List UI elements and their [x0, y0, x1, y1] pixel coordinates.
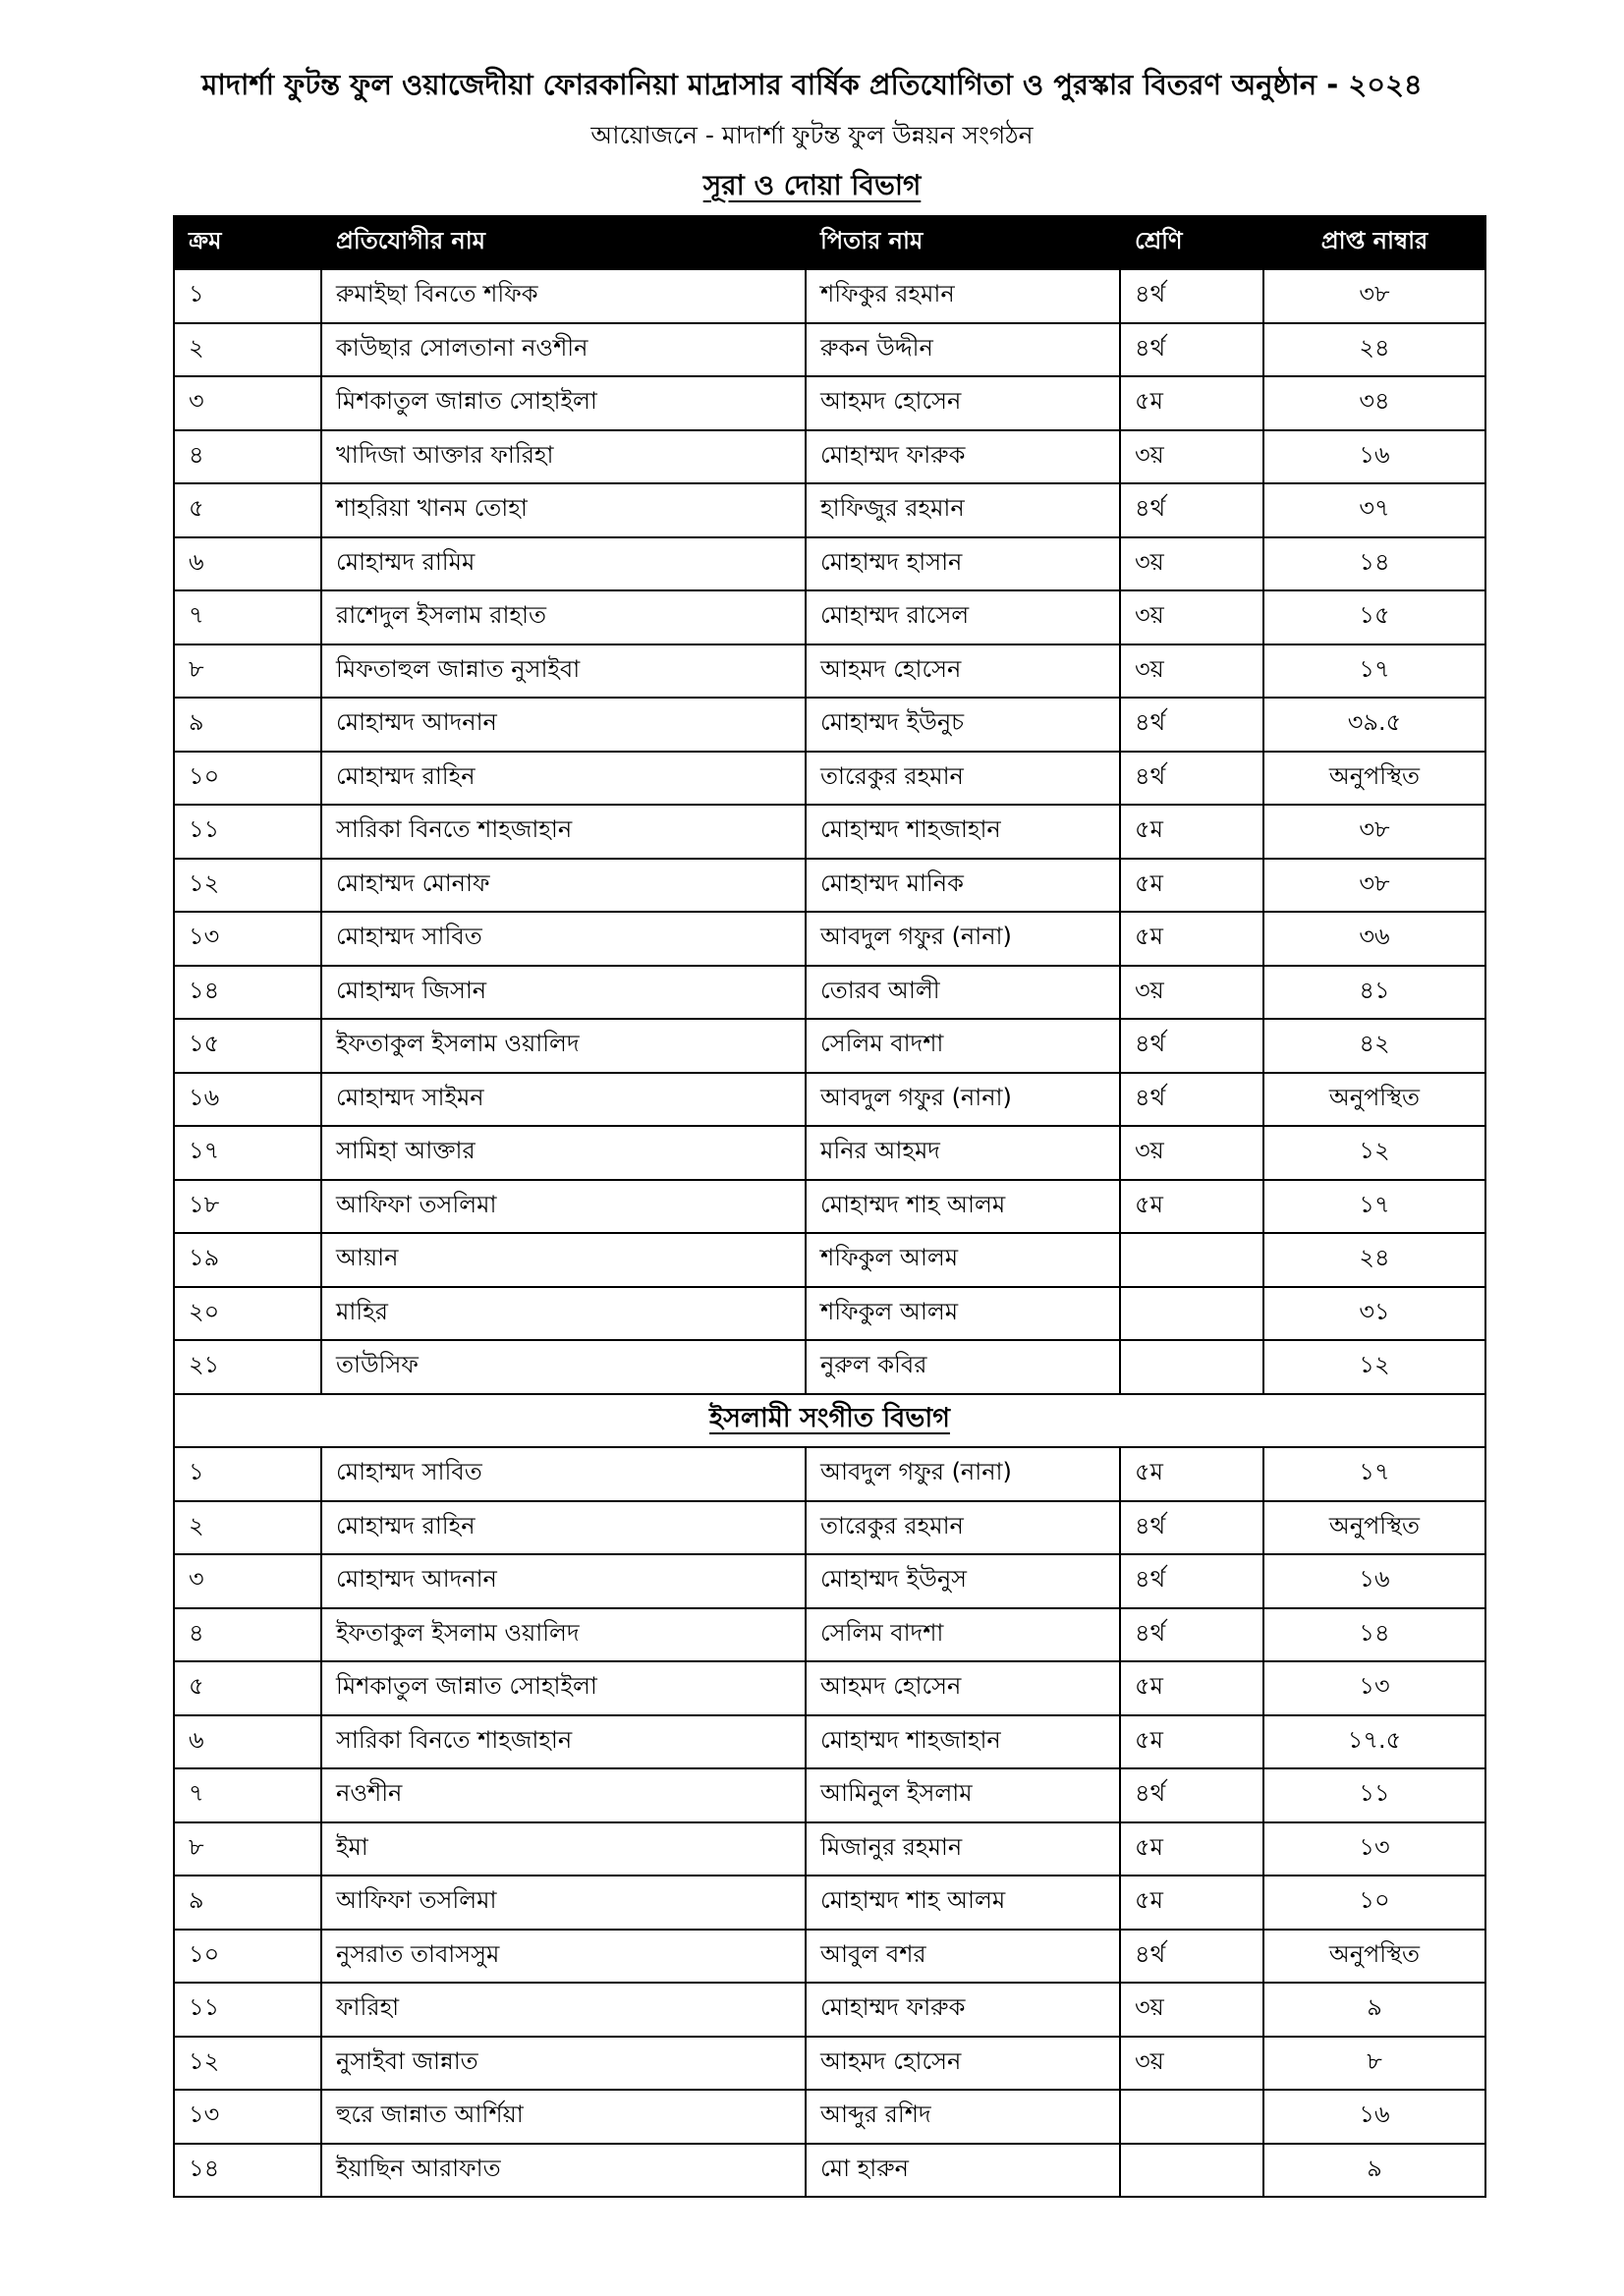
marks-cell: ১৬ [1263, 2090, 1485, 2144]
marks-cell: ১৭ [1263, 1447, 1485, 1501]
class-cell: ৩য় [1120, 1983, 1263, 2037]
serial-cell: ৮ [174, 644, 321, 699]
class-cell: ৫ম [1120, 1447, 1263, 1501]
serial-cell: ২১ [174, 1340, 321, 1394]
table-row [174, 859, 1485, 913]
header-marks: প্রাপ্ত নাম্বার [1263, 216, 1485, 269]
marks-cell: ৩৬ [1263, 912, 1485, 966]
participant-name-cell: নুসরাত তাবাসসুম [321, 1930, 806, 1984]
table-row [174, 1715, 1485, 1769]
serial-cell: ৬ [174, 1715, 321, 1769]
table-row [174, 1876, 1485, 1930]
serial-cell: ১৭ [174, 1126, 321, 1180]
table-row [174, 1180, 1485, 1234]
father-name-cell: সেলিম বাদশা [806, 1608, 1120, 1662]
participant-name-cell: মোহাম্মদ রাহিন [321, 1501, 806, 1555]
table-row [174, 590, 1485, 644]
serial-cell: ১০ [174, 1930, 321, 1984]
participant-name-cell: মোহাম্মদ সাবিত [321, 912, 806, 966]
class-cell: ৪র্থ [1120, 1608, 1263, 1662]
table-header-row [174, 216, 1485, 269]
serial-cell: ৫ [174, 1661, 321, 1715]
class-cell: ৫ম [1120, 859, 1263, 913]
marks-cell: অনুপস্থিত [1263, 1073, 1485, 1127]
class-cell: ৪র্থ [1120, 269, 1263, 323]
marks-cell: ৩৭ [1263, 483, 1485, 537]
serial-cell: ১ [174, 1447, 321, 1501]
father-name-cell: মো হারুন [806, 2144, 1120, 2198]
serial-cell: ৭ [174, 590, 321, 644]
class-cell: ৫ম [1120, 805, 1263, 859]
table-row [174, 269, 1485, 323]
participant-name-cell: সারিকা বিনতে শাহজাহান [321, 1715, 806, 1769]
class-cell: ৪র্থ [1120, 1073, 1263, 1127]
participant-name-cell: মোহাম্মদ রাহিন [321, 752, 806, 806]
table-row [174, 698, 1485, 752]
father-name-cell: মোহাম্মদ শাহ আলম [806, 1876, 1120, 1930]
father-name-cell: মনির আহমদ [806, 1126, 1120, 1180]
table-row [174, 2037, 1485, 2091]
serial-cell: ১৬ [174, 1073, 321, 1127]
marks-cell: ১৫ [1263, 590, 1485, 644]
father-name-cell: সেলিম বাদশা [806, 1019, 1120, 1073]
serial-cell: ৭ [174, 1768, 321, 1822]
class-cell: ৩য় [1120, 644, 1263, 699]
participant-name-cell: মোহাম্মদ জিসান [321, 966, 806, 1020]
father-name-cell: মোহাম্মদ রাসেল [806, 590, 1120, 644]
table-row [174, 644, 1485, 699]
serial-cell: ১ [174, 269, 321, 323]
class-cell: ৫ম [1120, 1715, 1263, 1769]
serial-cell: ২০ [174, 1287, 321, 1341]
serial-cell: ১৪ [174, 966, 321, 1020]
participant-name-cell: ইমা [321, 1822, 806, 1876]
participant-name-cell: তাউসিফ [321, 1340, 806, 1394]
table-row [174, 1126, 1485, 1180]
table-row [174, 752, 1485, 806]
participant-name-cell: ইফতাকুল ইসলাম ওয়ালিদ [321, 1019, 806, 1073]
serial-cell: ১৩ [174, 2090, 321, 2144]
father-name-cell: মোহাম্মদ শাহজাহান [806, 805, 1120, 859]
participant-name-cell: সারিকা বিনতে শাহজাহান [321, 805, 806, 859]
serial-cell: ৩ [174, 376, 321, 430]
table-row [174, 1661, 1485, 1715]
participant-name-cell: মোহাম্মদ রামিম [321, 537, 806, 591]
class-cell [1120, 1233, 1263, 1287]
serial-cell: ৫ [174, 483, 321, 537]
table-row [174, 376, 1485, 430]
class-cell: ৩য় [1120, 2037, 1263, 2091]
participant-name-cell: রাশেদুল ইসলাম রাহাত [321, 590, 806, 644]
class-cell: ৪র্থ [1120, 323, 1263, 377]
marks-cell: অনুপস্থিত [1263, 1930, 1485, 1984]
participant-name-cell: আফিফা তসলিমা [321, 1876, 806, 1930]
participant-name-cell: মোহাম্মদ আদনান [321, 1554, 806, 1608]
header-serial: ক্রম [174, 216, 321, 269]
father-name-cell: আবদুল গফুর (নানা) [806, 912, 1120, 966]
results-body [174, 269, 1485, 2197]
participant-name-cell: মোহাম্মদ আদনান [321, 698, 806, 752]
table-row [174, 966, 1485, 1020]
father-name-cell: আহমদ হোসেন [806, 376, 1120, 430]
marks-cell: ৩৪ [1263, 376, 1485, 430]
marks-cell: ১৬ [1263, 1554, 1485, 1608]
marks-cell: ৩৮ [1263, 269, 1485, 323]
section-title-sura-doa: সূরা ও দোয়া বিভাগ [702, 169, 922, 201]
table-row [174, 1501, 1485, 1555]
marks-cell: ৮ [1263, 2037, 1485, 2091]
father-name-cell: মোহাম্মদ শাহজাহান [806, 1715, 1120, 1769]
father-name-cell: মোহাম্মদ হাসান [806, 537, 1120, 591]
participant-name-cell: ইয়াছিন আরাফাত [321, 2144, 806, 2198]
table-row [174, 1822, 1485, 1876]
class-cell: ৫ম [1120, 376, 1263, 430]
father-name-cell: তারেকুর রহমান [806, 752, 1120, 806]
class-cell: ৩য় [1120, 590, 1263, 644]
father-name-cell: শফিকুর রহমান [806, 269, 1120, 323]
marks-cell: ১০ [1263, 1876, 1485, 1930]
serial-cell: ১৩ [174, 912, 321, 966]
participant-name-cell: নুসাইবা জান্নাত [321, 2037, 806, 2091]
participant-name-cell: মোহাম্মদ সাবিত [321, 1447, 806, 1501]
father-name-cell: হাফিজুর রহমান [806, 483, 1120, 537]
table-row [174, 1019, 1485, 1073]
father-name-cell: মোহাম্মদ মানিক [806, 859, 1120, 913]
father-name-cell: মোহাম্মদ ইউনুস [806, 1554, 1120, 1608]
participant-name-cell: রুমাইছা বিনতে শফিক [321, 269, 806, 323]
table-row [174, 430, 1485, 484]
class-cell: ৪র্থ [1120, 698, 1263, 752]
marks-cell: অনুপস্থিত [1263, 1501, 1485, 1555]
table-row [174, 1233, 1485, 1287]
participant-name-cell: মোহাম্মদ সাইমন [321, 1073, 806, 1127]
class-cell: ৪র্থ [1120, 1501, 1263, 1555]
father-name-cell: রুকন উদ্দীন [806, 323, 1120, 377]
participant-name-cell: ফারিহা [321, 1983, 806, 2037]
document-subtitle: আয়োজনে - মাদার্শা ফুটন্ত ফুল উন্নয়ন সংগঠন [590, 121, 1034, 149]
class-cell: ৩য় [1120, 430, 1263, 484]
table-row [174, 537, 1485, 591]
serial-cell: ১২ [174, 859, 321, 913]
marks-cell: ২৪ [1263, 323, 1485, 377]
marks-cell: ১৩ [1263, 1661, 1485, 1715]
marks-cell: ১৪ [1263, 1608, 1485, 1662]
participant-name-cell: খাদিজা আক্তার ফারিহা [321, 430, 806, 484]
participant-name-cell: নওশীন [321, 1768, 806, 1822]
marks-cell: ৩৮ [1263, 859, 1485, 913]
marks-cell: ৩১ [1263, 1287, 1485, 1341]
class-cell [1120, 1287, 1263, 1341]
participant-name-cell: হুরে জান্নাত আর্শিয়া [321, 2090, 806, 2144]
class-cell: ৫ম [1120, 912, 1263, 966]
marks-cell: ৩৯.৫ [1263, 698, 1485, 752]
table-row [174, 323, 1485, 377]
table-row [174, 1930, 1485, 1984]
serial-cell: ৪ [174, 430, 321, 484]
serial-cell: ৩ [174, 1554, 321, 1608]
class-cell: ৫ম [1120, 1822, 1263, 1876]
marks-cell: ২৪ [1263, 1233, 1485, 1287]
class-cell [1120, 2144, 1263, 2198]
serial-cell: ৬ [174, 537, 321, 591]
participant-name-cell: শাহরিয়া খানম তোহা [321, 483, 806, 537]
father-name-cell: মোহাম্মদ ফারুক [806, 430, 1120, 484]
class-cell: ৪র্থ [1120, 1554, 1263, 1608]
participant-name-cell: মিশকাতুল জান্নাত সোহাইলা [321, 376, 806, 430]
class-cell: ৪র্থ [1120, 1930, 1263, 1984]
marks-cell: অনুপস্থিত [1263, 752, 1485, 806]
marks-cell: ৯ [1263, 2144, 1485, 2198]
table-row [174, 2090, 1485, 2144]
class-cell: ৪র্থ [1120, 752, 1263, 806]
participant-name-cell: সামিহা আক্তার [321, 1126, 806, 1180]
table-row [174, 1073, 1485, 1127]
marks-cell: ৪১ [1263, 966, 1485, 1020]
father-name-cell: আহমদ হোসেন [806, 1661, 1120, 1715]
section-header-row [174, 1394, 1485, 1448]
marks-cell: ১৬ [1263, 430, 1485, 484]
serial-cell: ২ [174, 1501, 321, 1555]
serial-cell: ১৮ [174, 1180, 321, 1234]
document-title: মাদার্শা ফুটন্ত ফুল ওয়াজেদীয়া ফোরকানিয়া মাদ্রাসার বার্ষিক প্রতিযোগিতা ও পুরস্কার বিতরণ অনুষ্ঠান - ২০২৪ [201, 68, 1423, 101]
participant-name-cell: মিফতাহুল জান্নাত নুসাইবা [321, 644, 806, 699]
table-row [174, 912, 1485, 966]
header-name: প্রতিযোগীর নাম [321, 216, 806, 269]
father-name-cell: আবুল বশর [806, 1930, 1120, 1984]
father-name-cell: আব্দুর রশিদ [806, 2090, 1120, 2144]
serial-cell: ৪ [174, 1608, 321, 1662]
serial-cell: ২ [174, 323, 321, 377]
father-name-cell: আহমদ হোসেন [806, 644, 1120, 699]
table-row [174, 1768, 1485, 1822]
marks-cell: ১৭ [1263, 1180, 1485, 1234]
marks-cell: ১৭ [1263, 644, 1485, 699]
marks-cell: ১৭.৫ [1263, 1715, 1485, 1769]
participant-name-cell: আয়ান [321, 1233, 806, 1287]
serial-cell: ৯ [174, 1876, 321, 1930]
class-cell: ৪র্থ [1120, 1768, 1263, 1822]
father-name-cell: মোহাম্মদ শাহ আলম [806, 1180, 1120, 1234]
header-class: শ্রেণি [1120, 216, 1263, 269]
table-row [174, 1983, 1485, 2037]
father-name-cell: শফিকুল আলম [806, 1287, 1120, 1341]
class-cell: ৫ম [1120, 1180, 1263, 1234]
table-row [174, 1608, 1485, 1662]
table-row [174, 805, 1485, 859]
class-cell [1120, 2090, 1263, 2144]
serial-cell: ৮ [174, 1822, 321, 1876]
table-row [174, 1287, 1485, 1341]
marks-cell: ১২ [1263, 1126, 1485, 1180]
father-name-cell: নুরুল কবির [806, 1340, 1120, 1394]
table-row [174, 2144, 1485, 2198]
class-cell: ৪র্থ [1120, 483, 1263, 537]
class-cell: ৫ম [1120, 1661, 1263, 1715]
class-cell: ৩য় [1120, 537, 1263, 591]
father-name-cell: শফিকুল আলম [806, 1233, 1120, 1287]
father-name-cell: মোহাম্মদ ইউনুচ [806, 698, 1120, 752]
class-cell: ৩য় [1120, 966, 1263, 1020]
father-name-cell: আবদুল গফুর (নানা) [806, 1447, 1120, 1501]
father-name-cell: মোহাম্মদ ফারুক [806, 1983, 1120, 2037]
section-title-islami-sangeet: ইসলামী সংগীত বিভাগ [174, 1394, 1485, 1448]
class-cell: ৩য় [1120, 1126, 1263, 1180]
serial-cell: ৯ [174, 698, 321, 752]
marks-cell: ১৩ [1263, 1822, 1485, 1876]
table-row [174, 1447, 1485, 1501]
serial-cell: ১১ [174, 805, 321, 859]
results-table [173, 215, 1486, 2198]
participant-name-cell: ইফতাকুল ইসলাম ওয়ালিদ [321, 1608, 806, 1662]
marks-cell: ১২ [1263, 1340, 1485, 1394]
father-name-cell: আবদুল গফুর (নানা) [806, 1073, 1120, 1127]
father-name-cell: তোরব আলী [806, 966, 1120, 1020]
serial-cell: ১০ [174, 752, 321, 806]
serial-cell: ১১ [174, 1983, 321, 2037]
table-row [174, 1554, 1485, 1608]
class-cell: ৪র্থ [1120, 1019, 1263, 1073]
table-row [174, 483, 1485, 537]
participant-name-cell: মোহাম্মদ মোনাফ [321, 859, 806, 913]
class-cell [1120, 1340, 1263, 1394]
marks-cell: ১১ [1263, 1768, 1485, 1822]
serial-cell: ১৯ [174, 1233, 321, 1287]
participant-name-cell: কাউছার সোলতানা নওশীন [321, 323, 806, 377]
marks-cell: ৩৮ [1263, 805, 1485, 859]
marks-cell: ১৪ [1263, 537, 1485, 591]
header-father: পিতার নাম [806, 216, 1120, 269]
table-row [174, 1340, 1485, 1394]
father-name-cell: তারেকুর রহমান [806, 1501, 1120, 1555]
marks-cell: ৯ [1263, 1983, 1485, 2037]
father-name-cell: মিজানুর রহমান [806, 1822, 1120, 1876]
serial-cell: ১২ [174, 2037, 321, 2091]
serial-cell: ১৫ [174, 1019, 321, 1073]
participant-name-cell: আফিফা তসলিমা [321, 1180, 806, 1234]
marks-cell: ৪২ [1263, 1019, 1485, 1073]
participant-name-cell: মিশকাতুল জান্নাত সোহাইলা [321, 1661, 806, 1715]
participant-name-cell: মাহির [321, 1287, 806, 1341]
father-name-cell: আমিনুল ইসলাম [806, 1768, 1120, 1822]
serial-cell: ১৪ [174, 2144, 321, 2198]
class-cell: ৫ম [1120, 1876, 1263, 1930]
father-name-cell: আহমদ হোসেন [806, 2037, 1120, 2091]
